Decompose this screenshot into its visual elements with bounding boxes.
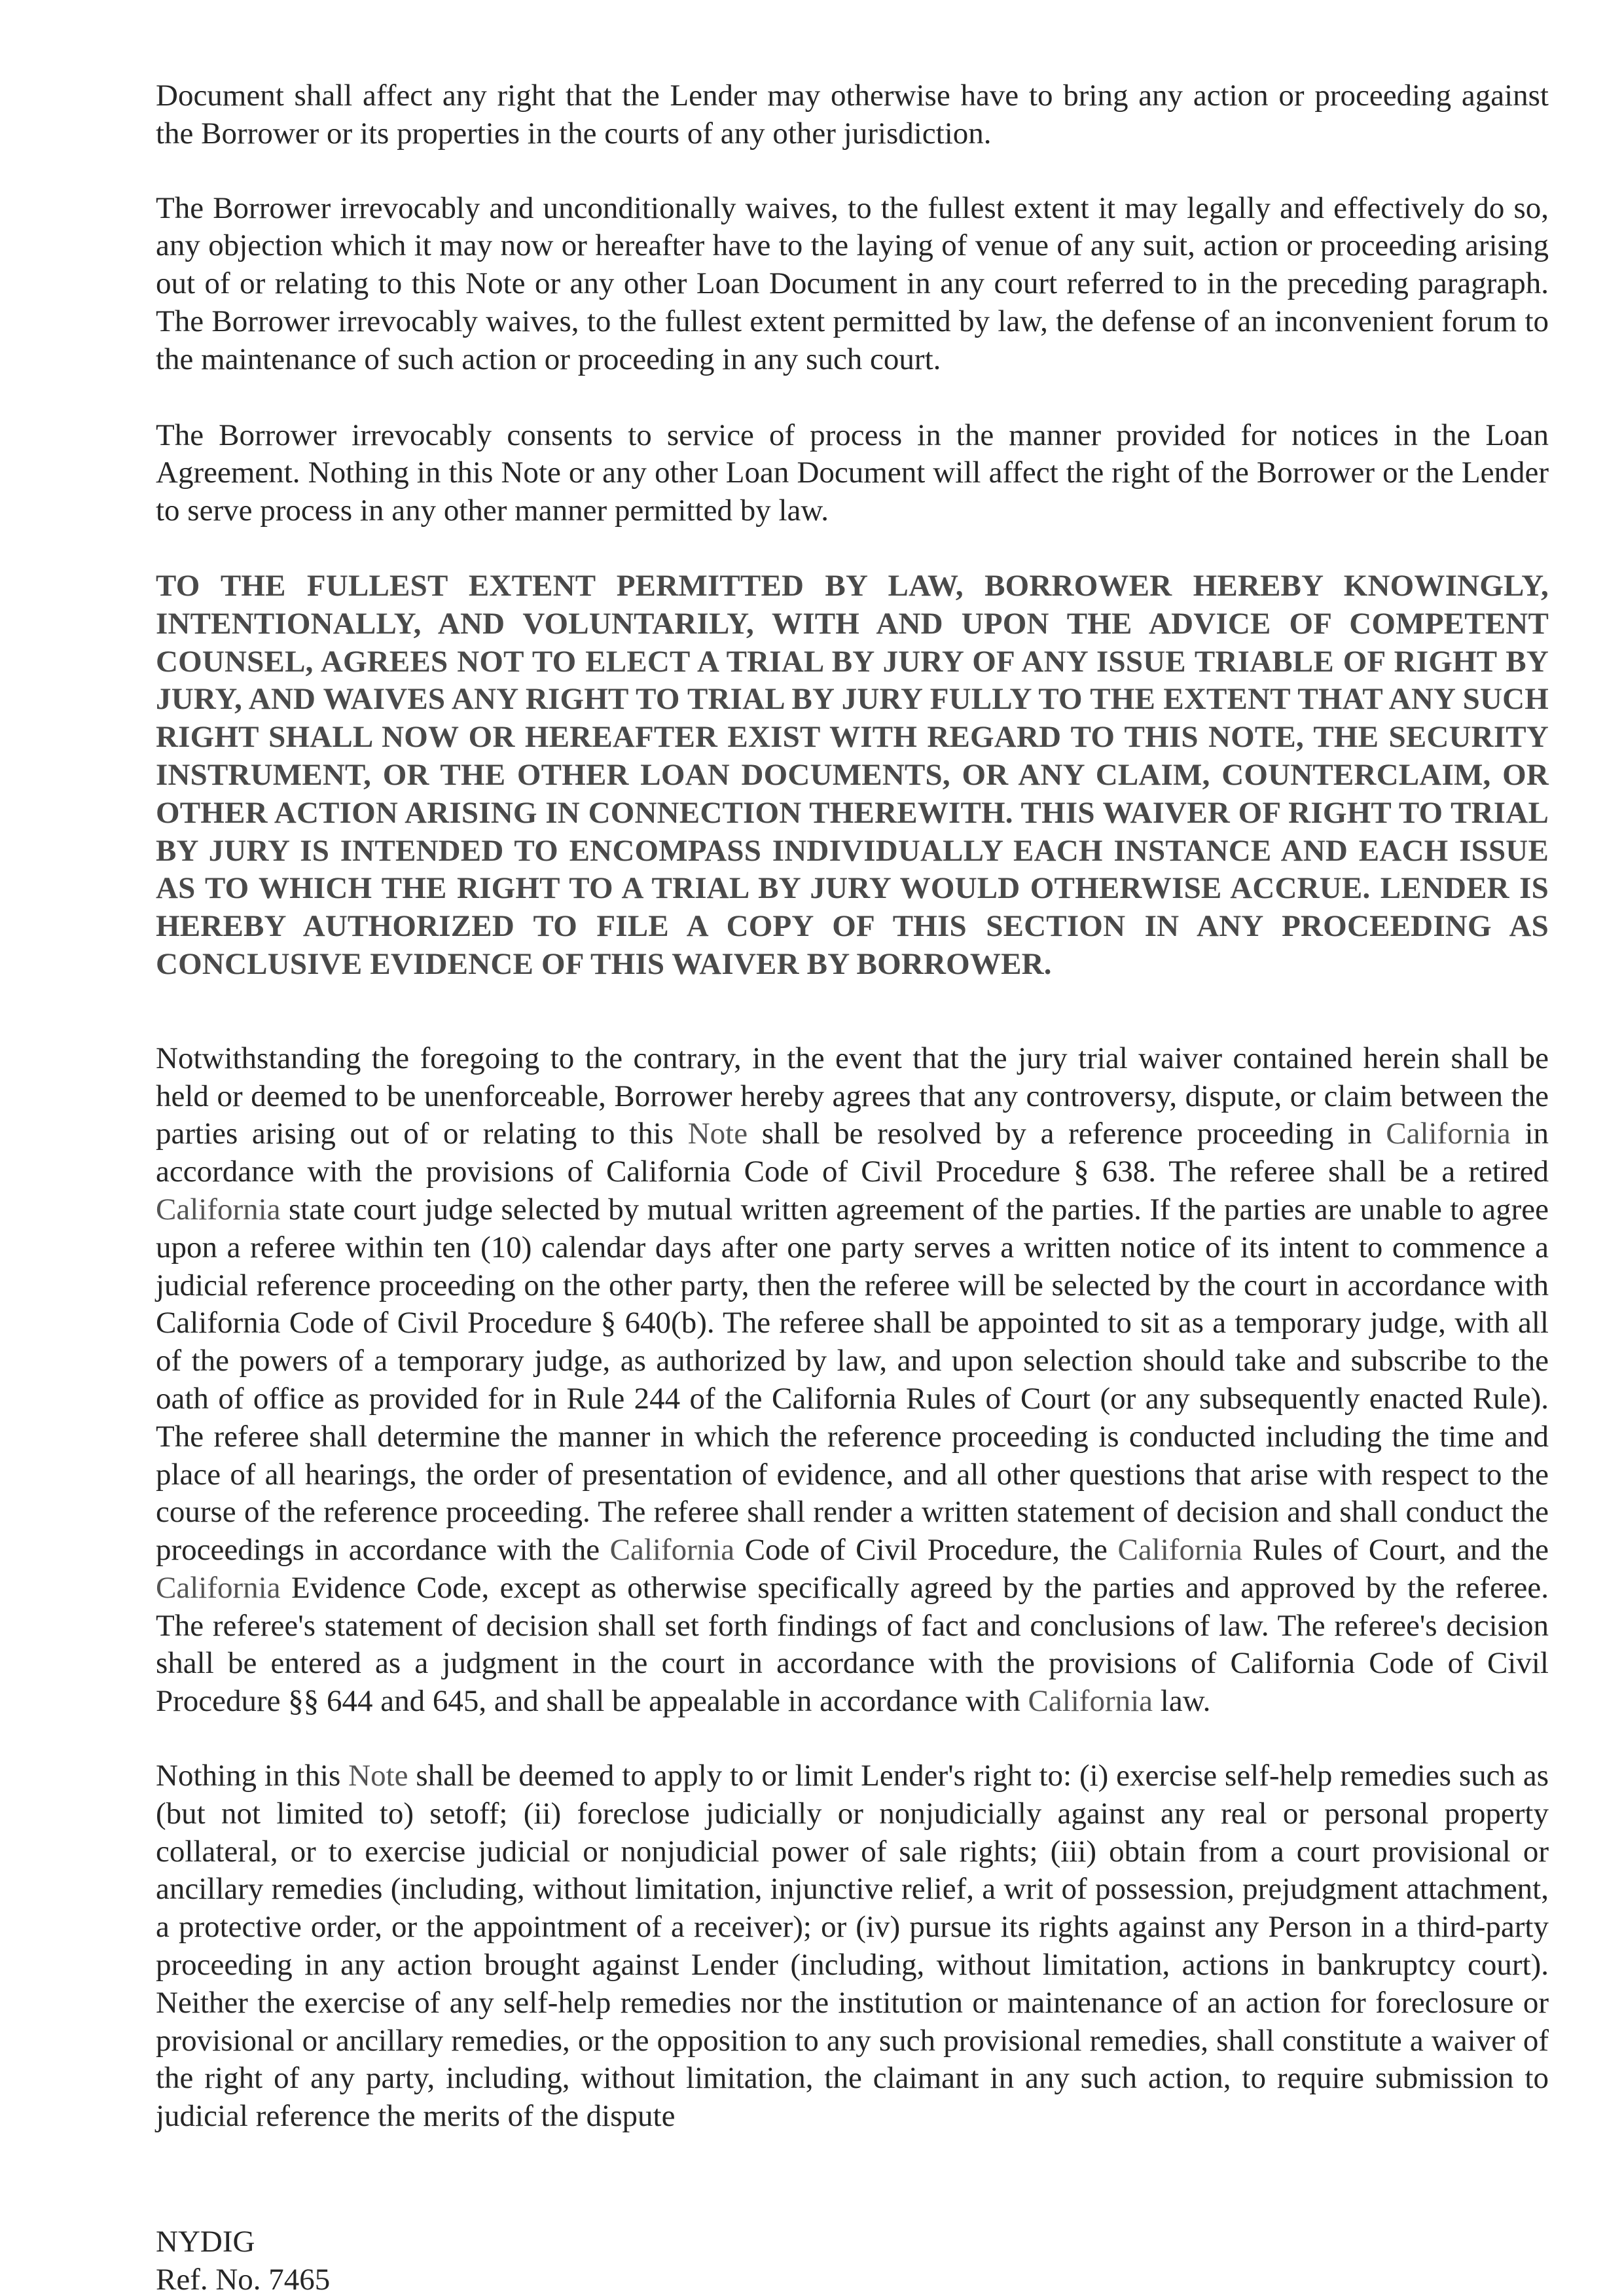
footer-reference-number: Ref. No. 7465	[156, 2263, 331, 2296]
defined-term-california: California	[1028, 1684, 1153, 1719]
text-segment: in accordance with the provisions of California Code of Civil Procedure § 638. The referee shall be a retired	[156, 1117, 1549, 1189]
text-segment: state court judge selected by mutual written agreement of the parties. If the parties are unable to agree upon a referee within ten (10) calendar days after one party serves a written notice of its intent to commence a judicial reference proceeding on the other party, then the referee will be selected by the court in accordance with California Code of Civil Procedure § 640(b). The referee shall be appointed to sit as a temporary judge, with all of the powers of a temporary judge, as authorized by law, and upon selection should take and subscribe to the oath of office as provided for in Rule 244 of the California Rules of Court (or any subsequently enacted Rule). The referee shall determine the manner in which the reference proceeding is conducted including the time and place of all hearings, the order of presentation of evidence, and all other questions that arise with respect to the course of the reference proceeding. The referee shall render a written statement of decision and shall conduct the proceedings in accordance with the	[156, 1192, 1549, 1568]
paragraph-lender-remedies	[156, 1757, 1549, 2136]
paragraph-venue-waiver: The Borrower irrevocably and unconditionally waives, to the fullest extent it may legally and effectively do so, any objection which it may now or hereafter have to the laying of venue of any suit, action or proceeding arising out of or relating to this Note or any other Loan Document in any court referred to in the preceding paragraph. The Borrower irrevocably waives, to the fullest extent permitted by law, the defense of an inconvenient forum to the maintenance of such action or proceeding in any such court.	[156, 190, 1549, 376]
text-segment: Evidence Code, except as otherwise specifically agreed by the parties and approved by the referee. The referee's statement of decision shall set forth findings of fact and conclusions of law. The referee's decision shall be entered as a judgment in the court in accordance with the provisions of California Code of Civil Procedure §§ 644 and 645, and shall be appealable in accordance with	[156, 1570, 1549, 1719]
text-segment: Rules of Court, and the	[1242, 1533, 1549, 1568]
defined-term-california: California	[1117, 1533, 1243, 1568]
defined-term-note: Note	[348, 1759, 408, 1793]
text-segment: shall be deemed to apply to or limit Lender's right to: (i) exercise self-help remedies such as (but not limited to) setoff; (ii) foreclose judicially or nonjudicially against any real or personal property collateral, or to exercise judicial or nonjudicial power of sale rights; (iii) obtain from a court provisional or ancillary remedies (including, without limitation, injunctive relief, a writ of possession, prejudgment attachment, a protective order, or the appointment of a receiver); or (iv) pursue its rights against any Person in a third-party proceeding in any action brought against Lender (including, without limitation, actions in bankruptcy court). Neither the exercise of any self-help remedies nor the institution or maintenance of an action for foreclosure or provisional or ancillary remedies, or the opposition to any such provisional remedies, shall constitute a waiver of the right of any party, including, without limitation, the claimant in any such action, to require submission to judicial reference the merits of the dispute	[156, 1759, 1549, 2134]
text-segment: shall be resolved by a reference proceeding in	[748, 1117, 1386, 1151]
page-footer	[156, 2223, 330, 2296]
defined-term-california: California	[1386, 1117, 1511, 1151]
defined-term-california: California	[156, 1570, 281, 1605]
text-segment: Nothing in this	[156, 1759, 349, 1793]
footer-company: NYDIG	[156, 2225, 255, 2259]
text-segment: Code of Civil Procedure, the	[734, 1533, 1118, 1568]
defined-term-california: California	[609, 1533, 735, 1568]
paragraph-judicial-reference	[156, 1040, 1549, 1721]
text-segment: law.	[1153, 1684, 1211, 1719]
paragraph-jurisdiction-continuation: Document shall affect any right that the Lender may otherwise have to bring any action or proceeding against the Borrower or its properties in the courts of any other jurisdiction.	[156, 79, 1549, 151]
defined-term-note: Note	[687, 1117, 748, 1151]
paragraph-service-of-process: The Borrower irrevocably consents to service of process in the manner provided for notices in the Loan Agreement. Nothing in this Note or any other Loan Document will affect the right of the Borrower or the Lender to serve process in any other manner permitted by law.	[156, 418, 1549, 528]
document-body	[156, 77, 1549, 2136]
paragraph-jury-trial-waiver: TO THE FULLEST EXTENT PERMITTED BY LAW, BORROWER HEREBY KNOWINGLY, INTENTIONALLY, AND VOLUNTARILY, WITH AND UPON THE ADVICE OF COMPETENT COUNSEL, AGREES NOT TO ELECT A TRIAL BY JURY OF ANY ISSUE TRIABLE OF RIGHT BY JURY, AND WAIVES ANY RIGHT TO TRIAL BY JURY FULLY TO THE EXTENT THAT ANY SUCH RIGHT SHALL NOW OR HEREAFTER EXIST WITH REGARD TO THIS NOTE, THE SECURITY INSTRUMENT, OR THE OTHER LOAN DOCUMENTS, OR ANY CLAIM, COUNTERCLAIM, OR OTHER ACTION ARISING IN CONNECTION THEREWITH. THIS WAIVER OF RIGHT TO TRIAL BY JURY IS INTENDED TO ENCOMPASS INDIVIDUALLY EACH INSTANCE AND EACH ISSUE AS TO WHICH THE RIGHT TO A TRIAL BY JURY WOULD OTHERWISE ACCRUE. LENDER IS HEREBY AUTHORIZED TO FILE A COPY OF THIS SECTION IN ANY PROCEEDING AS CONCLUSIVE EVIDENCE OF THIS WAIVER BY BORROWER.	[156, 568, 1549, 981]
text-segment: Notwithstanding the foregoing to the contrary, in the event that the jury trial waiver contained herein shall be held or deemed to be unenforceable, Borrower hereby agrees that any controversy, dispute, or claim between the parties arising out of or relating to this	[156, 1041, 1549, 1151]
defined-term-california: California	[156, 1192, 281, 1227]
